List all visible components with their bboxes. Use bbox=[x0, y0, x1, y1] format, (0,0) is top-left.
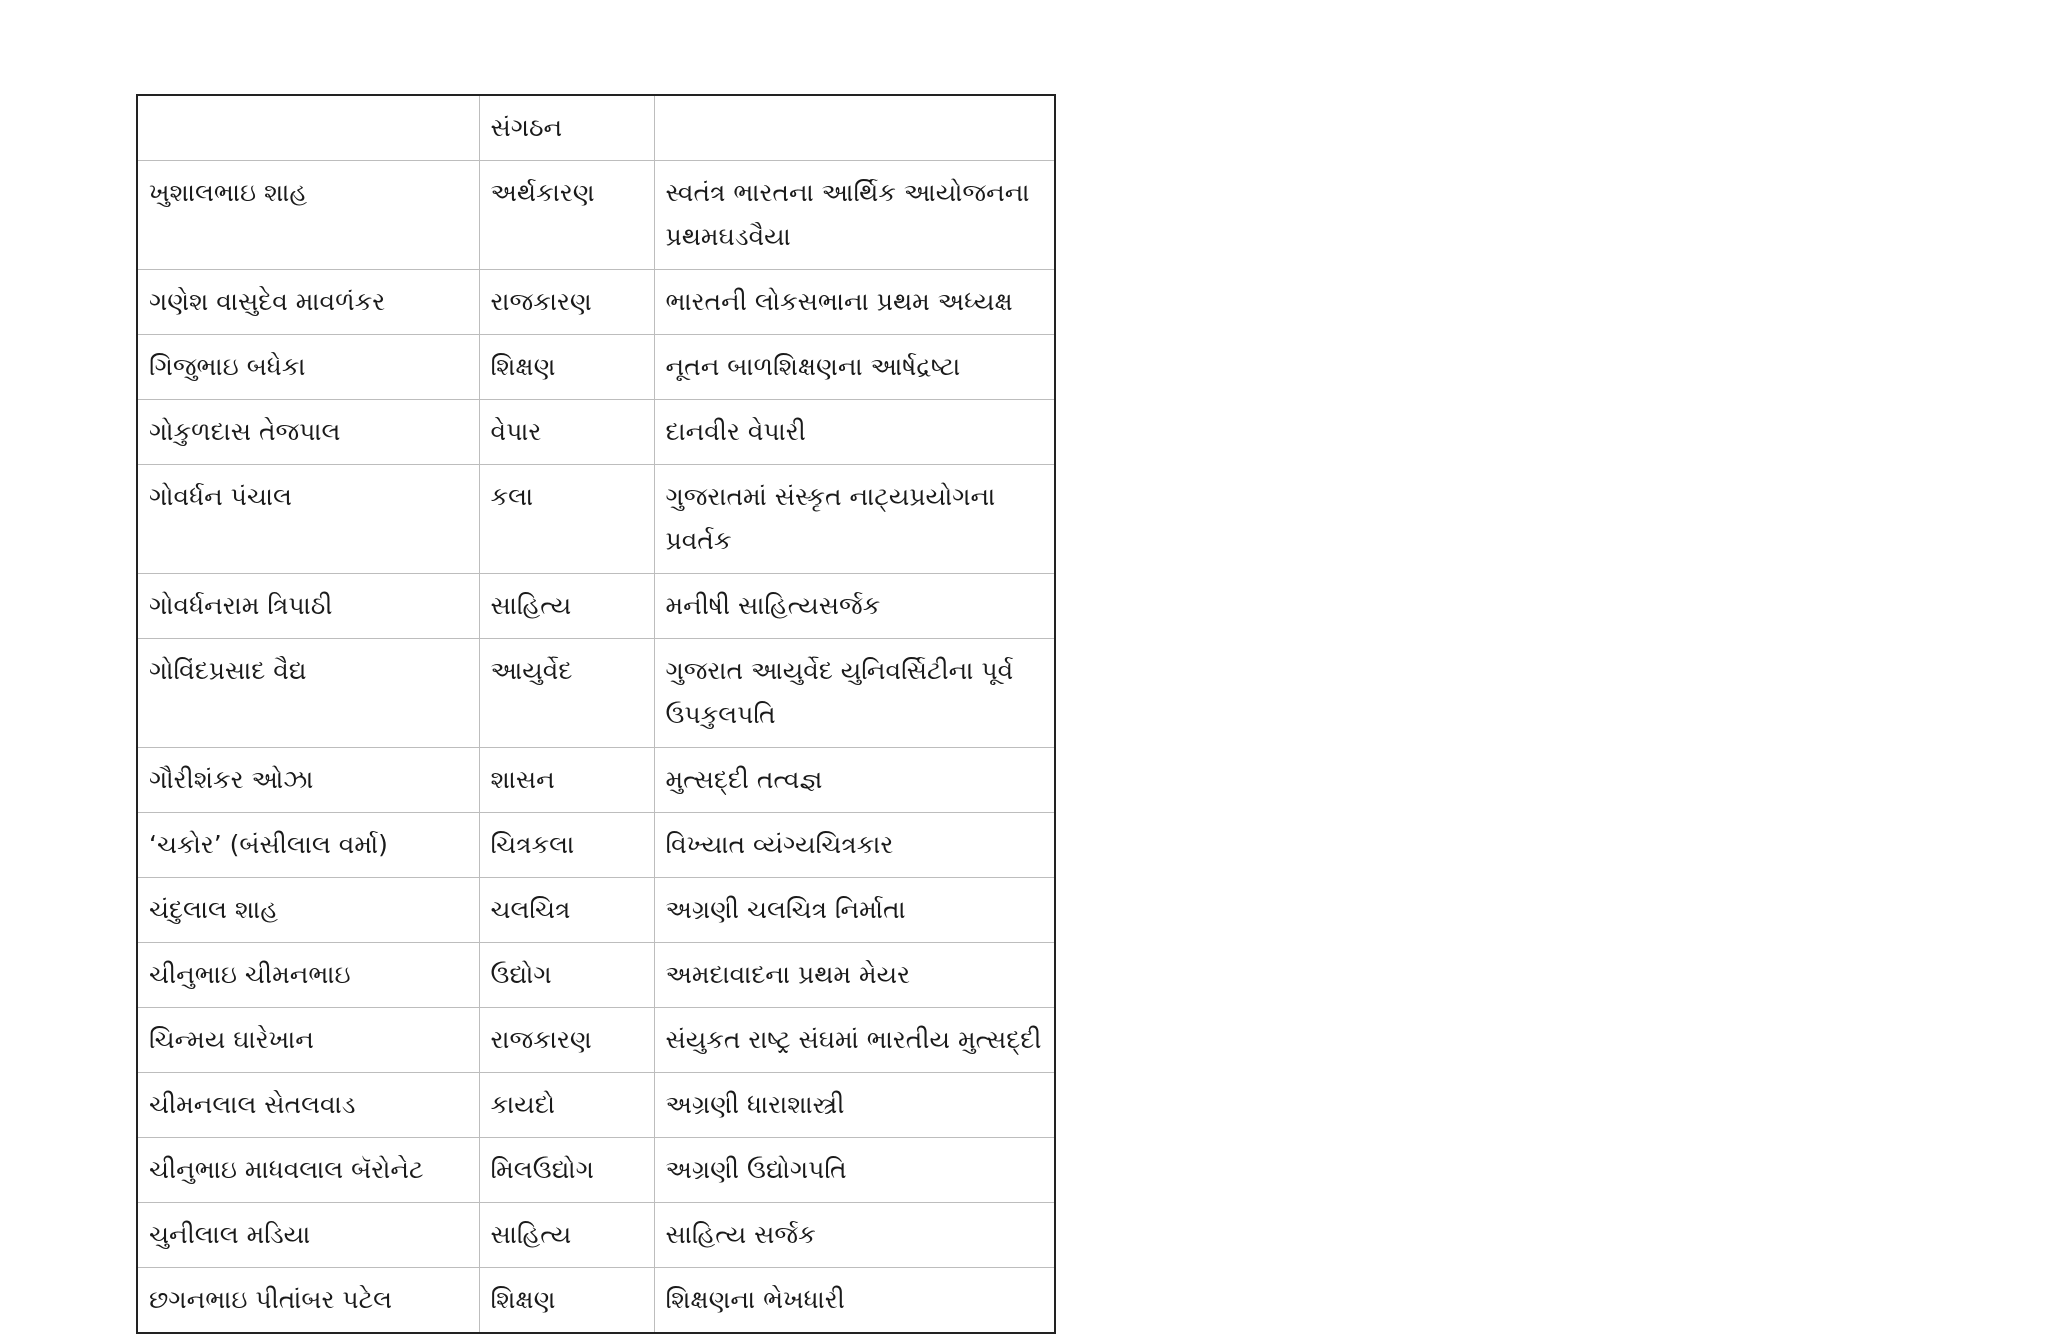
name-cell: ‘ચકોર’ (બંસીલાલ વર્મા) bbox=[137, 813, 479, 878]
field-cell: સંગઠન bbox=[479, 95, 654, 161]
field-cell: રાજકારણ bbox=[479, 1008, 654, 1073]
table-row bbox=[137, 270, 1055, 335]
name-cell: છગનભાઇ પીતાંબર પટેલ bbox=[137, 1268, 479, 1334]
field-cell: સાહિત્ય bbox=[479, 1203, 654, 1268]
name-cell: ગૌરીશંકર ઓઝા bbox=[137, 748, 479, 813]
field-cell: ચલચિત્ર bbox=[479, 878, 654, 943]
field-cell: રાજકારણ bbox=[479, 270, 654, 335]
description-cell: અગ્રણી ધારાશાસ્ત્રી bbox=[654, 1073, 1055, 1138]
table-row bbox=[137, 1268, 1055, 1334]
name-cell: ગોવર્ધન પંચાલ bbox=[137, 465, 479, 574]
description-cell: અગ્રણી ચલચિત્ર નિર્માતા bbox=[654, 878, 1055, 943]
name-cell: ગોકુળદાસ તેજપાલ bbox=[137, 400, 479, 465]
table-row bbox=[137, 813, 1055, 878]
table-row bbox=[137, 465, 1055, 574]
description-cell: વિખ્યાત વ્યંગ્યચિત્રકાર bbox=[654, 813, 1055, 878]
description-cell: ગુજરાત આયુર્વેદ યુનિવર્સિટીના પૂર્વ ઉપકુલપતિ bbox=[654, 639, 1055, 748]
description-cell: સંયુકત રાષ્ટ્ર સંઘમાં ભારતીય મુત્સદ્દી bbox=[654, 1008, 1055, 1073]
name-cell: ગણેશ વાસુદેવ માવળંકર bbox=[137, 270, 479, 335]
description-cell: મુત્સદ્દી તત્વજ્ઞ bbox=[654, 748, 1055, 813]
table-row bbox=[137, 400, 1055, 465]
table-row bbox=[137, 878, 1055, 943]
description-cell: ગુજરાતમાં સંસ્કૃત નાટ્યપ્રયોગના પ્રવર્તક bbox=[654, 465, 1055, 574]
name-cell: ચુનીલાલ મડિયા bbox=[137, 1203, 479, 1268]
field-cell: મિલઉદ્યોગ bbox=[479, 1138, 654, 1203]
description-cell: અમદાવાદના પ્રથમ મેયર bbox=[654, 943, 1055, 1008]
field-cell: અર્થકારણ bbox=[479, 161, 654, 270]
personalities-table bbox=[136, 94, 1056, 1334]
name-cell: ચીમનલાલ સેતલવાડ bbox=[137, 1073, 479, 1138]
name-cell: ગોવિંદપ્રસાદ વૈદ્ય bbox=[137, 639, 479, 748]
name-cell: ખુશાલભાઇ શાહ bbox=[137, 161, 479, 270]
field-cell: વેપાર bbox=[479, 400, 654, 465]
table-row bbox=[137, 95, 1055, 161]
table-row bbox=[137, 161, 1055, 270]
description-cell: સાહિત્ય સર્જક bbox=[654, 1203, 1055, 1268]
table-row bbox=[137, 639, 1055, 748]
table-row bbox=[137, 748, 1055, 813]
description-cell: મનીષી સાહિત્યસર્જક bbox=[654, 574, 1055, 639]
table-row bbox=[137, 1138, 1055, 1203]
field-cell: શિક્ષણ bbox=[479, 1268, 654, 1334]
name-cell: ચંદુલાલ શાહ bbox=[137, 878, 479, 943]
field-cell: શાસન bbox=[479, 748, 654, 813]
table-row bbox=[137, 1008, 1055, 1073]
table-row bbox=[137, 574, 1055, 639]
field-cell: શિક્ષણ bbox=[479, 335, 654, 400]
table-row bbox=[137, 1073, 1055, 1138]
name-cell bbox=[137, 95, 479, 161]
name-cell: ચિન્મય ઘારેખાન bbox=[137, 1008, 479, 1073]
field-cell: કાયદો bbox=[479, 1073, 654, 1138]
description-cell: શિક્ષણના ભેખધારી bbox=[654, 1268, 1055, 1334]
description-cell bbox=[654, 95, 1055, 161]
table-row bbox=[137, 943, 1055, 1008]
table-row bbox=[137, 335, 1055, 400]
name-cell: ગિજુભાઇ બધેકા bbox=[137, 335, 479, 400]
table-row bbox=[137, 1203, 1055, 1268]
field-cell: સાહિત્ય bbox=[479, 574, 654, 639]
field-cell: ચિત્રકલા bbox=[479, 813, 654, 878]
name-cell: ગોવર્ધનરામ ત્રિપાઠી bbox=[137, 574, 479, 639]
name-cell: ચીનુભાઇ ચીમનભાઇ bbox=[137, 943, 479, 1008]
description-cell: નૂતન બાળશિક્ષણના આર્ષદ્રષ્ટા bbox=[654, 335, 1055, 400]
description-cell: અગ્રણી ઉદ્યોગપતિ bbox=[654, 1138, 1055, 1203]
field-cell: ઉદ્યોગ bbox=[479, 943, 654, 1008]
field-cell: આયુર્વેદ bbox=[479, 639, 654, 748]
table-body bbox=[137, 95, 1055, 1333]
description-cell: સ્વતંત્ર ભારતના આર્થિક આયોજનના પ્રથમઘડવૈયા bbox=[654, 161, 1055, 270]
description-cell: દાનવીર વેપારી bbox=[654, 400, 1055, 465]
description-cell: ભારતની લોકસભાના પ્રથમ અધ્યક્ષ bbox=[654, 270, 1055, 335]
field-cell: કલા bbox=[479, 465, 654, 574]
name-cell: ચીનુભાઇ માધવલાલ બૅરોનેટ bbox=[137, 1138, 479, 1203]
